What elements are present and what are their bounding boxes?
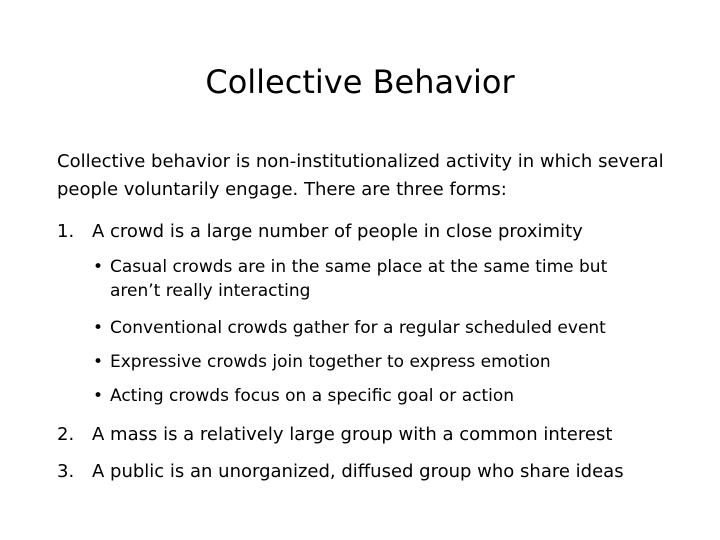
sub-bullet-text: Acting crowds focus on a specific goal or action (110, 386, 515, 406)
sub-bullet-acting (93, 384, 653, 408)
sub-bullet-expressive (93, 350, 653, 374)
bullet-icon: • (93, 386, 104, 406)
item-text: A public is an unorganized, diffused group who share ideas (92, 461, 624, 482)
item-text: A mass is a relatively large group with a common interest (92, 424, 613, 445)
item-number: 1. (57, 221, 75, 242)
bullet-icon: • (93, 352, 104, 372)
slide-title: Collective Behavior (205, 63, 515, 101)
item-number: 3. (57, 461, 75, 482)
sub-bullet-text: Casual crowds are in the same place at the same time but aren’t really interacting (110, 257, 608, 301)
item-text: A crowd is a large number of people in close proximity (92, 221, 583, 242)
numbered-item-1 (57, 219, 583, 245)
intro-paragraph: Collective behavior is non-institutionalized activity in which several people voluntarily engage. There are three forms: (57, 151, 664, 200)
bullet-icon: • (93, 257, 104, 277)
sub-bullet-casual (93, 255, 653, 303)
numbered-item-2 (57, 422, 612, 448)
sub-bullet-conventional (93, 316, 653, 340)
sub-bullet-text: Conventional crowds gather for a regular scheduled event (110, 318, 606, 338)
numbered-item-3 (57, 459, 624, 485)
bullet-icon: • (93, 318, 104, 338)
item-number: 2. (57, 424, 75, 445)
sub-bullet-text: Expressive crowds join together to express emotion (110, 352, 551, 372)
